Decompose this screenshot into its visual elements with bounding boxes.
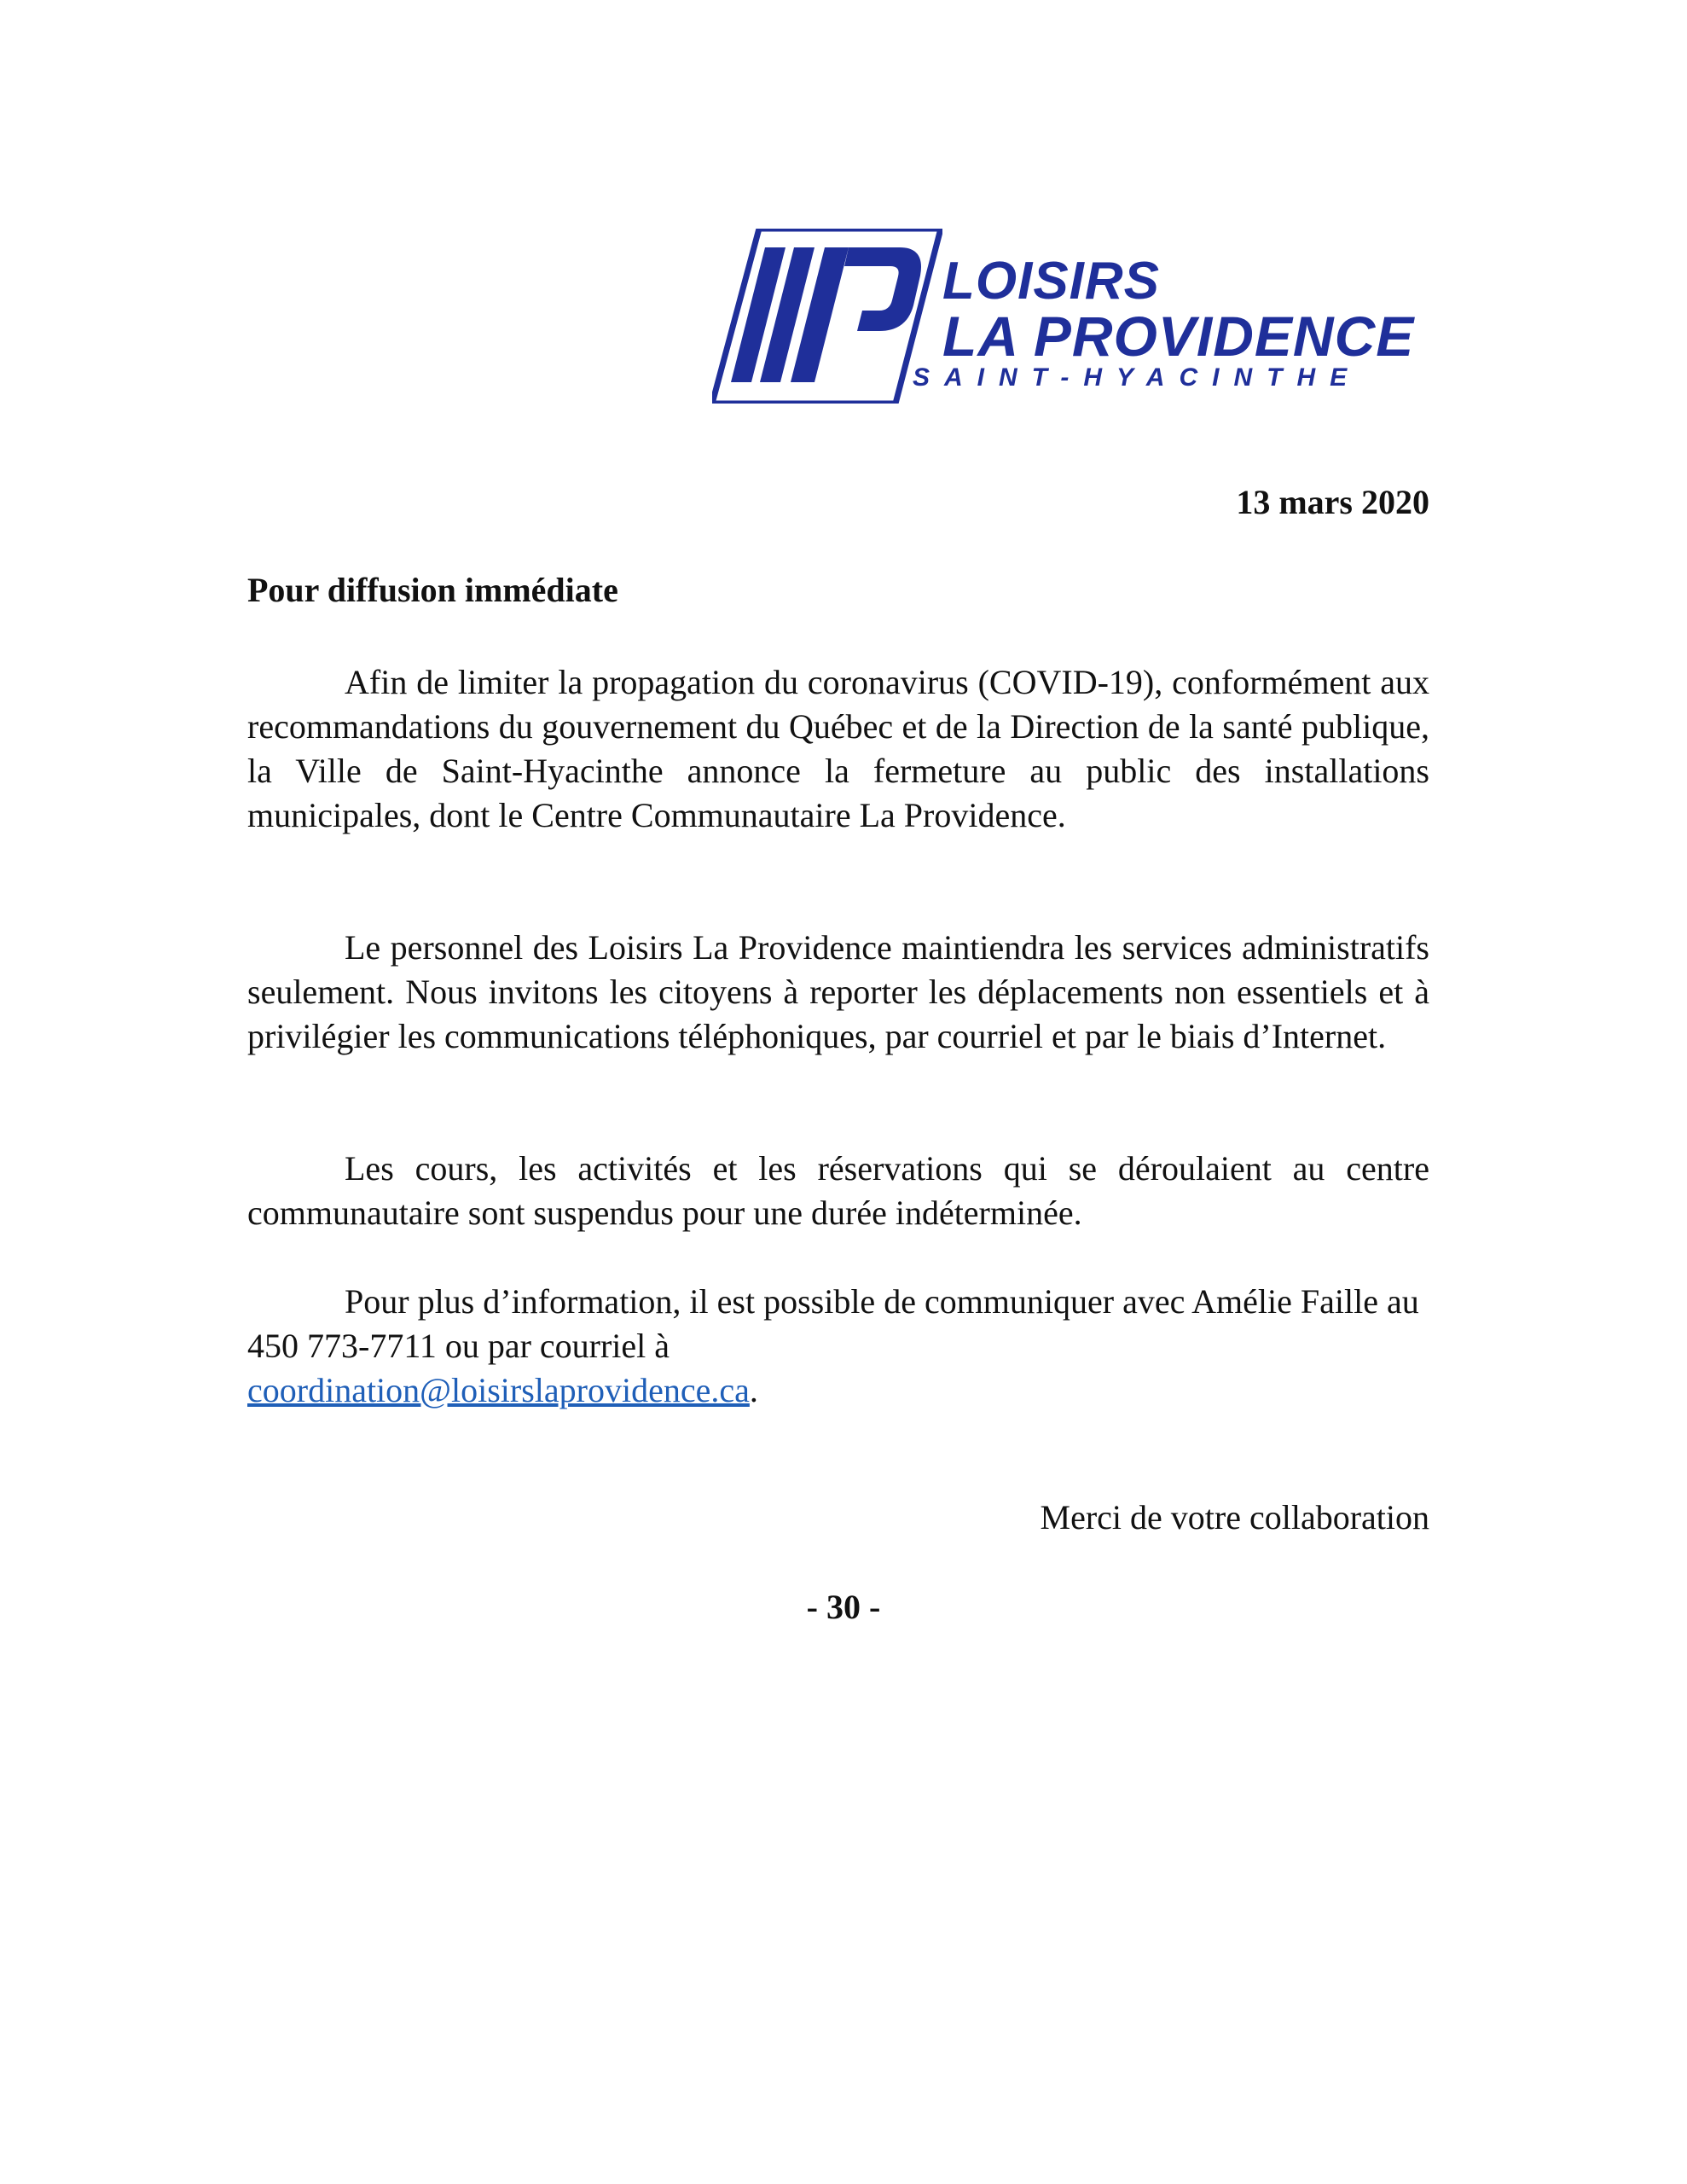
contact-email-link[interactable]: coordination@loisirslaprovidence.ca: [247, 1371, 750, 1409]
logo-line-saint-hyacinthe: SAINT-HYACINTHE: [913, 363, 1362, 392]
loisirs-la-providence-logo: [712, 229, 1415, 404]
paragraph-contact: [247, 1280, 1429, 1413]
paragraph-staff: Le personnel des Loisirs La Providence maintiendra les services administratifs seulement. Nous invitons les citoyens à reporter les déplacements non essentiels et à privilégier les communications téléphoniques, par courriel et par le biais d’Internet.: [247, 928, 1429, 1055]
logo-line-la-providence: LA PROVIDENCE: [942, 305, 1415, 368]
contact-text: Pour plus d’information, il est possible de communiquer avec Amélie Faille au 450 773-7711 ou par courriel à: [247, 1282, 1419, 1365]
paragraph-closure: Afin de limiter la propagation du coronavirus (COVID-19), conformément aux recommandations du gouvernement du Québec et de la Direction de la santé publique, la Ville de Saint-Hyacinthe annonce la fermeture au public des installations municipales, dont le Centre Communautaire La Providence.: [247, 663, 1429, 834]
closing-line: Merci de votre collaboration: [1040, 1498, 1429, 1536]
release-date: 13 mars 2020: [1236, 483, 1429, 521]
end-mark: - 30 -: [806, 1588, 881, 1626]
paragraph-activities: Les cours, les activités et les réservations qui se déroulaient au centre communautaire sont suspendus pour une durée indéterminée.: [247, 1149, 1429, 1232]
release-heading: Pour diffusion immédiate: [247, 571, 618, 609]
logo-line-loisirs: LOISIRS: [942, 252, 1161, 311]
lp-monogram-icon: [712, 229, 942, 404]
contact-period: .: [749, 1371, 758, 1409]
